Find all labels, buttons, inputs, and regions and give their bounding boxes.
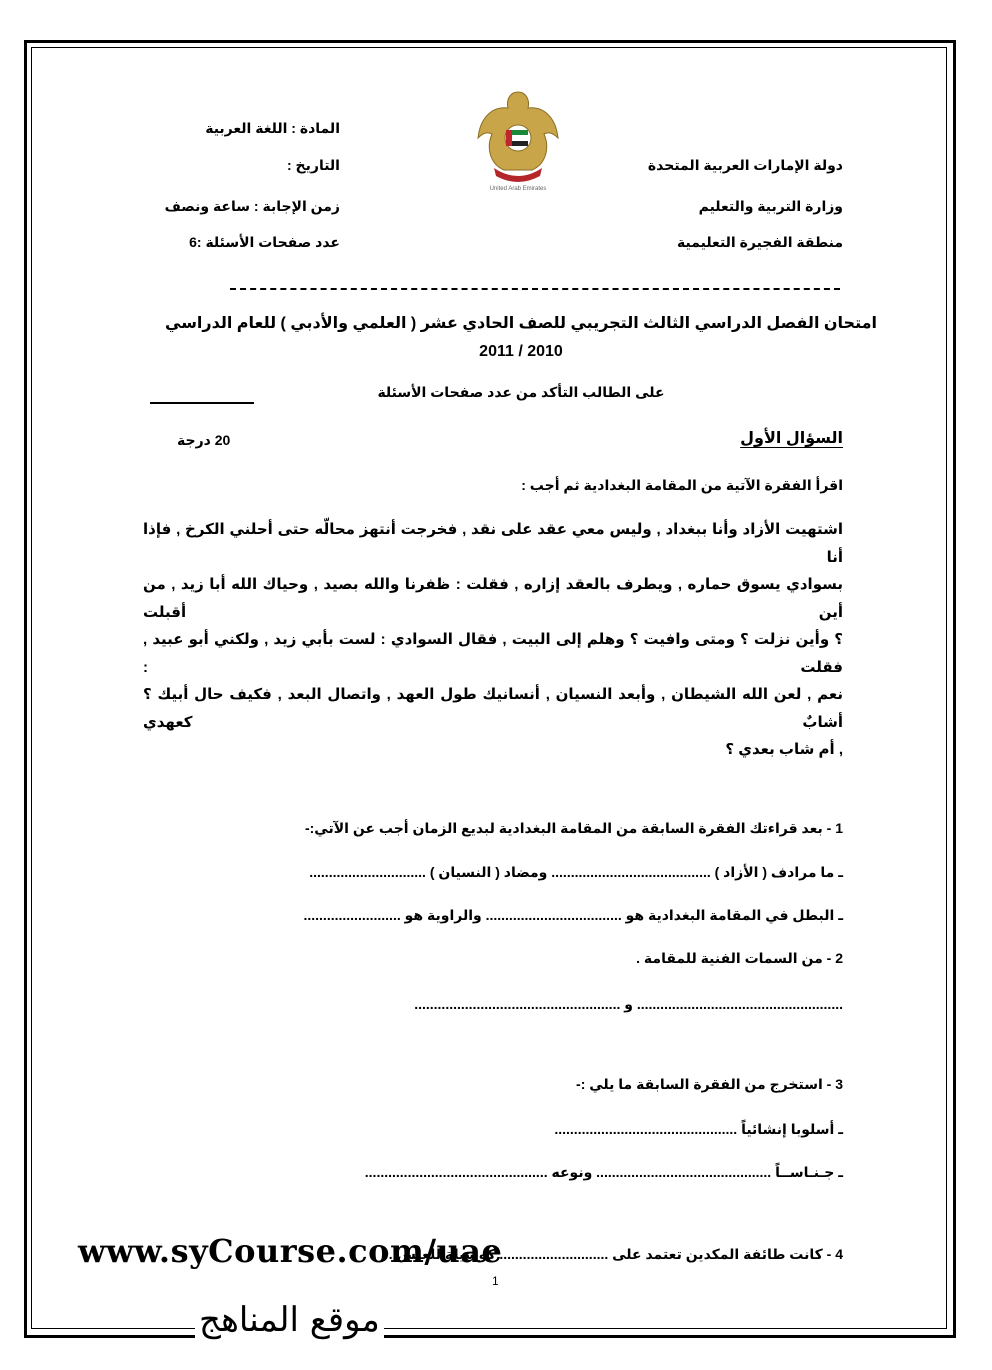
passage-line: ؟ وأين نزلت ؟ ومتى وافيت ؟ وهلم إلى البيت , فقال السوادي : لست بأبي زيد , ولكني أبو عبيد , فقلت :: [143, 631, 843, 676]
passage-line: نعم , لعن الله الشيطان , وأبعد النسيان , أنسانيك طول العهد , واتصال البعد , فكيف حال أبيك ؟ أشابٌ كعهدي: [143, 686, 843, 731]
separator-line: [230, 288, 840, 290]
item-1b: ـ البطل في المقامة البغدادية هو ................................... والراوية هو .........................: [303, 906, 843, 923]
exam-notice: على الطالب التأكد من عدد صفحات الأسئلة: [377, 384, 665, 400]
passage: [143, 516, 843, 764]
item-3: 3 - استخرج من الفقرة السابقة ما يلي :-: [576, 1075, 843, 1092]
name-blank-line: [150, 402, 254, 404]
website-url: www.syCourse.com/uae: [78, 1232, 503, 1270]
header-date: التاريخ :: [287, 157, 340, 173]
header-ministry: وزارة التربية والتعليم: [698, 198, 843, 214]
item-4: 4 - كانت طائفة المكدين تعتمد على ............................ كوسيلة للعيش .: [388, 1245, 843, 1262]
item-3b: ـ جـنـاســاً ............................................. ونوعه ...............................................: [364, 1163, 843, 1180]
question-instruction: اقرأ الفقرة الآتية من المقامة البغدادية ثم أجب :: [521, 477, 843, 493]
item-1a: ـ ما مرادف ( الأزاد ) ......................................... ومضاد ( النسيان ) ..............................: [309, 863, 843, 880]
passage-line: , أم شاب بعدي ؟: [725, 741, 843, 758]
header-country: دولة الإمارات العربية المتحدة: [647, 157, 843, 173]
item-2: 2 - من السمات الفنية للمقامة .: [636, 949, 843, 966]
item-3a: ـ أسلوبا إنشائياً ...............................................: [554, 1120, 843, 1137]
exam-title: امتحان الفصل الدراسي الثالث التجريبي للصف الحادي عشر ( العلمي والأدبي ) للعام الدراسي: [165, 315, 877, 332]
watermark-text: موقع المناهج: [195, 1300, 384, 1340]
passage-line: اشتهيت الأزاد وأنا ببغداد , وليس معي عقد على نقد , فخرجت أنتهز محالّه حتى أحلني الكرخ , فإذا أنا: [143, 521, 843, 566]
item-1: 1 - بعد قراءتك الفقرة السابقة من المقامة البغدادية لبديع الزمان أجب عن الآتي:-: [304, 819, 843, 836]
page-number: 1: [492, 1274, 499, 1288]
uae-emblem-logo: [470, 88, 566, 192]
question-body: [143, 516, 843, 1263]
header-page-count: عدد صفحات الأسئلة :6: [189, 234, 340, 250]
header-zone: منطقة الفجيرة التعليمية: [677, 234, 843, 250]
question-heading: السؤال الأول: [740, 430, 843, 447]
header-duration: زمن الإجابة : ساعة ونصف: [164, 198, 340, 214]
header-subject: المادة : اللغة العربية: [205, 120, 340, 136]
svg-text:United Arab Emirates: United Arab Emirates: [489, 186, 547, 192]
item-2a: ..................................................... و .....................................................: [414, 995, 843, 1012]
passage-line: بسوادي يسوق حماره , ويطرف بالعقد إزاره , فقلت : ظفرنا والله بصيد , وحياك الله أبا زيد , من أين أقبلت: [143, 576, 843, 621]
exam-year: 2011 / 2010: [479, 343, 563, 360]
question-marks: 20 درجة: [177, 432, 231, 448]
